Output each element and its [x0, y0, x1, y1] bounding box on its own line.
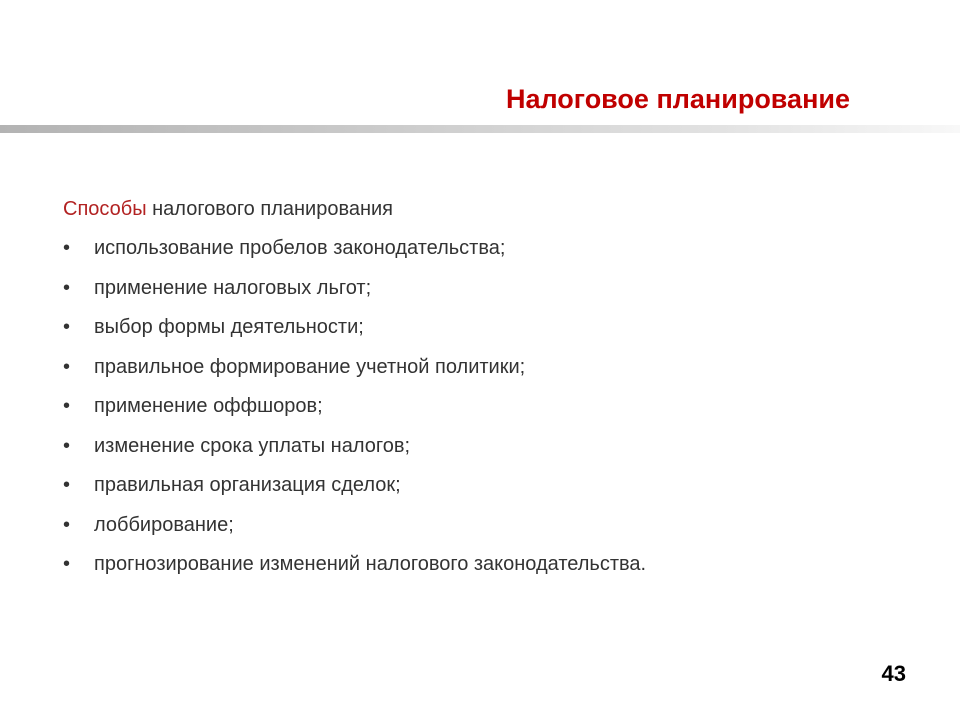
list-item [63, 431, 923, 461]
list-item [63, 352, 923, 382]
bullet-icon: • [63, 434, 71, 457]
list-item-text: правильное формирование учетной политики; [94, 355, 526, 378]
bullet-icon: • [63, 474, 71, 496]
list-item [63, 273, 923, 303]
list-item-text: правильная организация сделок; [94, 474, 401, 496]
list-item [63, 470, 923, 500]
list-item [63, 549, 923, 579]
slide-title: Налоговое планирование [506, 84, 850, 114]
list-item-text: применение оффшоров; [94, 395, 323, 417]
list-item [63, 233, 923, 263]
list-item-text: прогнозирование изменений налогового законодательства. [94, 553, 647, 575]
bullet-icon: • [63, 553, 71, 575]
list-item [63, 510, 923, 540]
bullet-icon: • [63, 355, 71, 378]
list-item [63, 312, 923, 342]
list-item-text: использование пробелов законодательства; [94, 237, 506, 259]
bullet-icon: • [63, 316, 71, 338]
bullet-icon: • [63, 237, 71, 259]
list-item-text: применение налоговых льгот; [94, 276, 372, 299]
title-divider [0, 125, 960, 133]
list-item-text: лоббирование; [94, 513, 234, 536]
heading-accent-word: Способы [63, 198, 147, 220]
list-item [63, 391, 923, 421]
heading-rest: налогового планирования [146, 198, 394, 220]
bullet-icon: • [63, 513, 71, 536]
bullet-icon: • [63, 276, 71, 299]
list-heading [63, 194, 923, 224]
list-item-text: выбор формы деятельности; [94, 316, 364, 338]
page-number: 43 [881, 661, 906, 686]
slide-content [63, 194, 923, 589]
bullet-icon: • [63, 395, 71, 417]
list-item-text: изменение срока уплаты налогов; [94, 434, 411, 457]
bullet-list [63, 233, 923, 579]
